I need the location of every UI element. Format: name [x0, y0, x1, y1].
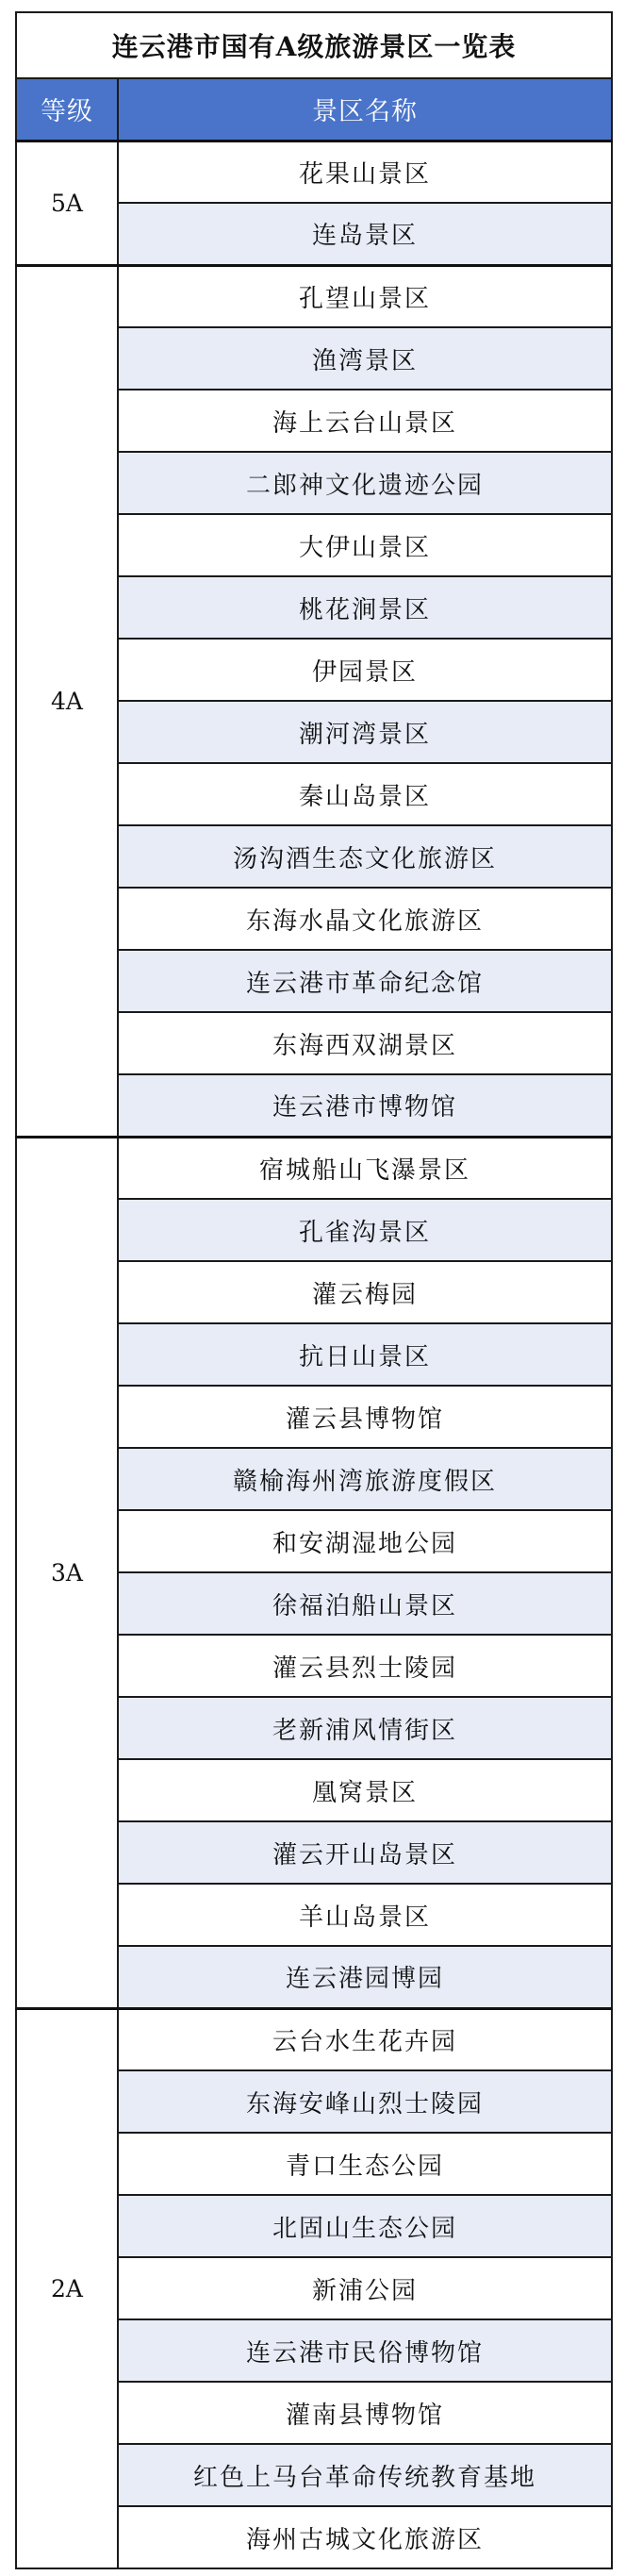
- level-cell: 4A: [16, 265, 118, 1137]
- site-name-cell: 海上云台山景区: [118, 390, 612, 452]
- site-name-cell: 青口生态公园: [118, 2133, 612, 2195]
- level-cell: 5A: [16, 141, 118, 265]
- site-name-cell: 桃花涧景区: [118, 576, 612, 639]
- site-name-cell: 东海安峰山烈士陵园: [118, 2070, 612, 2133]
- site-name-cell: 灌南县博物馆: [118, 2382, 612, 2444]
- site-name-cell: 渔湾景区: [118, 327, 612, 390]
- table-row: [16, 141, 612, 203]
- site-name-cell: 二郎神文化遗迹公园: [118, 452, 612, 514]
- site-name-cell: 秦山岛景区: [118, 763, 612, 825]
- table-row: [16, 265, 612, 327]
- site-name-cell: 海州古城文化旅游区: [118, 2506, 612, 2568]
- site-name-cell: 云台水生花卉园: [118, 2008, 612, 2070]
- site-name-cell: 孔雀沟景区: [118, 1199, 612, 1261]
- site-name-cell: 灌云县博物馆: [118, 1386, 612, 1448]
- site-name-cell: 凰窝景区: [118, 1759, 612, 1821]
- site-name-cell: 东海水晶文化旅游区: [118, 888, 612, 950]
- site-name-cell: 灌云县烈士陵园: [118, 1635, 612, 1697]
- table-row: [16, 1137, 612, 1199]
- table-body: [16, 141, 612, 2568]
- site-name-cell: 北固山生态公园: [118, 2195, 612, 2257]
- site-name-cell: 宿城船山飞瀑景区: [118, 1137, 612, 1199]
- site-name-cell: 灌云开山岛景区: [118, 1821, 612, 1884]
- site-name-cell: 孔望山景区: [118, 265, 612, 327]
- site-name-cell: 汤沟酒生态文化旅游区: [118, 825, 612, 888]
- site-name-cell: 红色上马台革命传统教育基地: [118, 2444, 612, 2506]
- table-title: 连云港市国有A级旅游景区一览表: [16, 12, 612, 78]
- site-name-cell: 连云港市博物馆: [118, 1074, 612, 1137]
- table-row: [16, 2008, 612, 2070]
- site-name-cell: 连岛景区: [118, 203, 612, 265]
- attractions-table: [15, 11, 613, 2569]
- level-cell: 3A: [16, 1137, 118, 2008]
- site-name-cell: 和安湖湿地公园: [118, 1510, 612, 1572]
- site-name-cell: 灌云梅园: [118, 1261, 612, 1323]
- header-level: 等级: [16, 78, 118, 141]
- site-name-cell: 羊山岛景区: [118, 1884, 612, 1946]
- site-name-cell: 老新浦风情街区: [118, 1697, 612, 1759]
- title-row: [16, 12, 612, 78]
- site-name-cell: 连云港市革命纪念馆: [118, 950, 612, 1012]
- site-name-cell: 新浦公园: [118, 2257, 612, 2319]
- site-name-cell: 大伊山景区: [118, 514, 612, 576]
- level-cell: 2A: [16, 2008, 118, 2568]
- header-name: 景区名称: [118, 78, 612, 141]
- site-name-cell: 连云港园博园: [118, 1946, 612, 2008]
- site-name-cell: 赣榆海州湾旅游度假区: [118, 1448, 612, 1510]
- site-name-cell: 抗日山景区: [118, 1323, 612, 1386]
- site-name-cell: 连云港市民俗博物馆: [118, 2319, 612, 2382]
- site-name-cell: 东海西双湖景区: [118, 1012, 612, 1074]
- header-row: [16, 78, 612, 141]
- site-name-cell: 伊园景区: [118, 639, 612, 701]
- site-name-cell: 花果山景区: [118, 141, 612, 203]
- site-name-cell: 潮河湾景区: [118, 701, 612, 763]
- site-name-cell: 徐福泊船山景区: [118, 1572, 612, 1635]
